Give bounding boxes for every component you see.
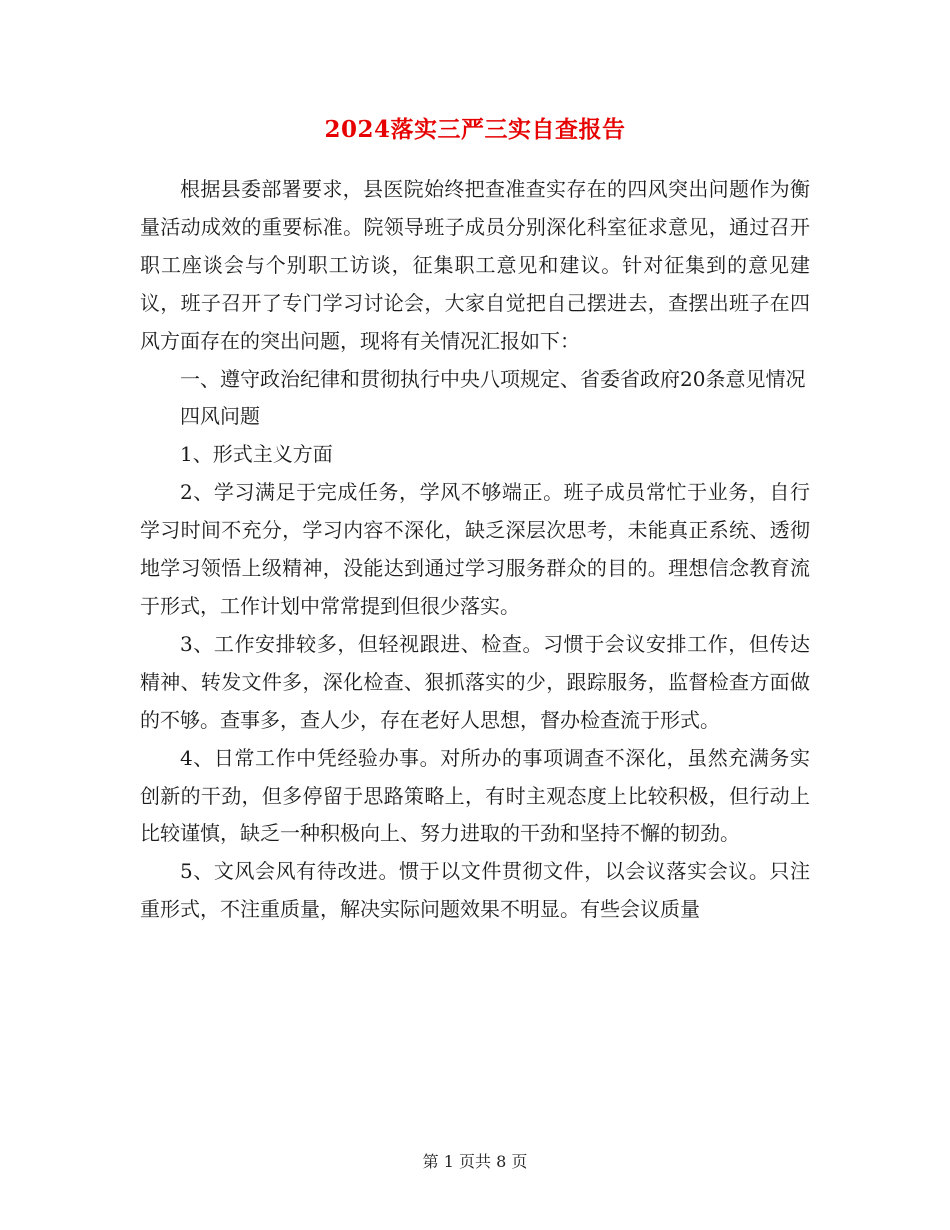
paragraph-item-5: 5、文风会风有待改进。惯于以文件贯彻文件，以会议落实会议。只注重形式，不注重质量，解决实际问题效果不明显。有些会议质量 [140,859,810,922]
paragraph-item-2: 2、学习满足于完成任务，学风不够端正。班子成员常忙于业务，自行学习时间不充分，学习内容不深化，缺乏深层次思考，未能真正系统、透彻地学习领悟上级精神，没能达到通过学习服务群众的目的。理想信念教育流于形式，工作计划中常常提到但很少落实。 [140,480,810,618]
page-number-footer: 第 1 页共 8 页 [422,1152,528,1171]
paragraph-section-heading: 一、遵守政治纪律和贯彻执行中央八项规定、省委省政府20条意见情况 [180,366,806,391]
paragraph-item-4: 4、日常工作中凭经验办事。对所办的事项调查不深化，虽然充满务实创新的干劲，但多停留于思路策略上，有时主观态度上比较积极，但行动上比较谨慎，缺乏一种积极向上、努力进取的干劲和坚持不懈的韧劲。 [140,745,810,846]
paragraph-item-1: 1、形式主义方面 [180,442,333,467]
document-body [140,171,810,929]
paragraph-intro: 根据县委部署要求，县医院始终把查准查实存在的四风突出问题作为衡量活动成效的重要标准。院领导班子成员分别深化科室征求意见，通过召开职工座谈会与个别职工访谈，征集职工意见和建议。针对征集到的意见建议，班子召开了专门学习讨论会，大家自觉把自己摆进去，查摆出班子在四风方面存在的突出问题，现将有关情况汇报如下： [140,177,810,353]
paragraph-item-3: 3、工作安排较多，但轻视跟进、检查。习惯于会议安排工作，但传达精神、转发文件多，深化检查、狠抓落实的少，跟踪服务，监督检查方面做的不够。查事多，查人少，存在老好人思想，督办检查流于形式。 [140,631,810,732]
paragraph-subheading: 四风问题 [180,404,260,429]
document-title: 2024落实三严三实自查报告 [324,116,626,143]
